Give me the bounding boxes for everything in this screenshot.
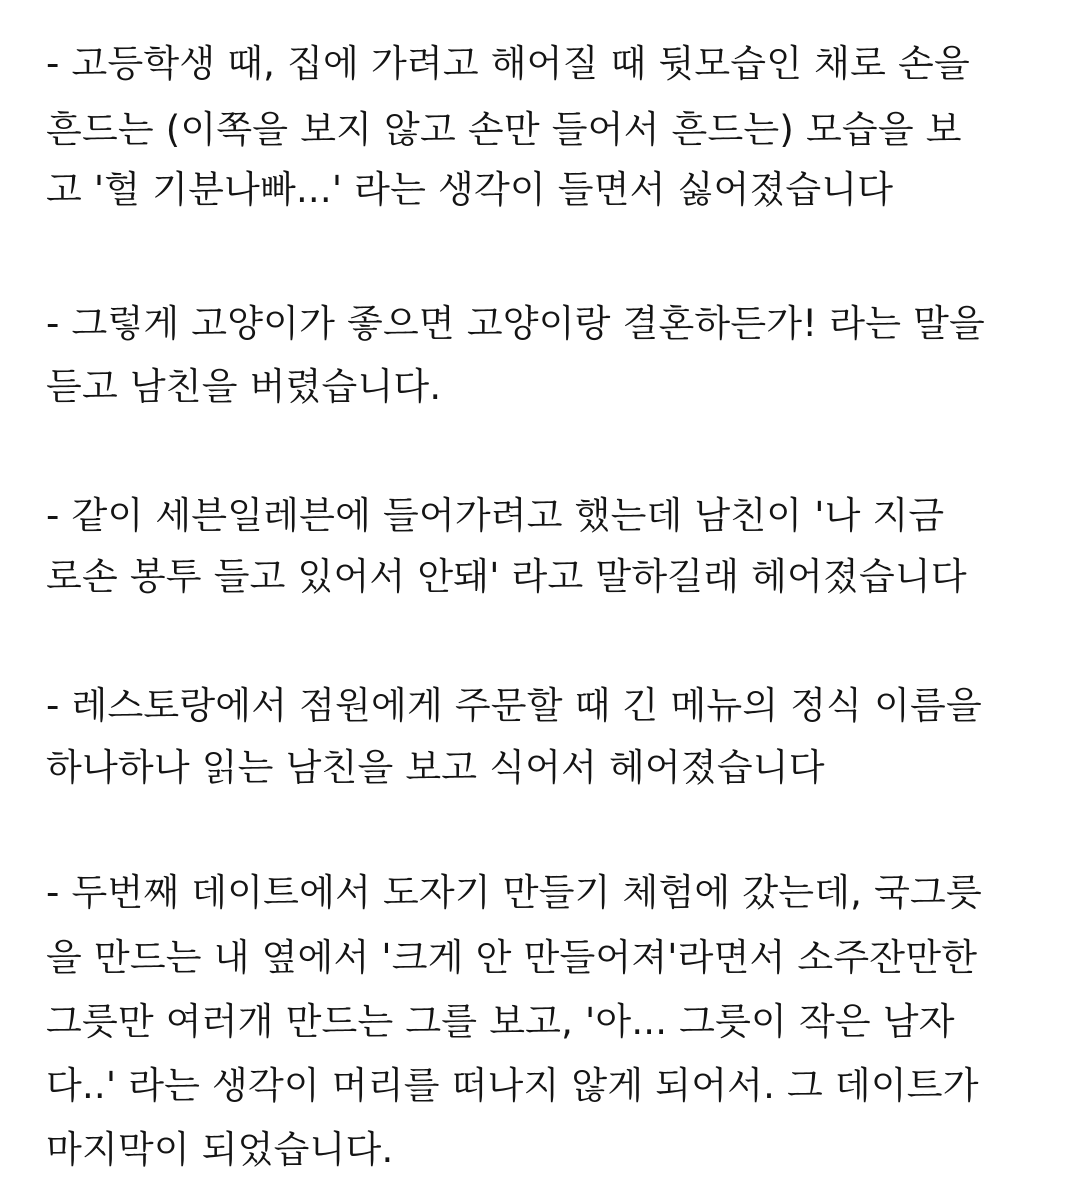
- paragraph-4-line-2: 하나하나 읽는 남친을 보고 식어서 헤어졌습니다: [46, 746, 825, 789]
- paragraph-5-line-1: - 두번째 데이트에서 도자기 만들기 체험에 갔는데, 국그릇: [46, 871, 982, 914]
- paragraph-2-line-2: 듣고 남친을 버렸습니다.: [46, 365, 442, 408]
- paragraph-1-line-3: 고 '헐 기분나빠...' 라는 생각이 들면서 싫어졌습니다: [46, 168, 894, 211]
- paragraph-1-line-2: 흔드는 (이쪽을 보지 않고 손만 들어서 흔드는) 모습을 보: [46, 108, 962, 151]
- paragraph-5-line-2: 을 만드는 내 옆에서 '크게 안 만들어져'라면서 소주잔만한: [46, 936, 978, 979]
- paragraph-3-line-2: 로손 봉투 들고 있어서 안돼' 라고 말하길래 헤어졌습니다: [46, 555, 967, 598]
- paragraph-5-line-3: 그릇만 여러개 만드는 그를 보고, '아... 그릇이 작은 남자: [46, 1000, 955, 1043]
- paragraph-2-line-1: - 그렇게 고양이가 좋으면 고양이랑 결혼하든가! 라는 말을: [46, 302, 985, 345]
- paragraph-1-line-1: - 고등학생 때, 집에 가려고 해어질 때 뒷모습인 채로 손을: [46, 42, 970, 85]
- paragraph-5-line-5: 마지막이 되었습니다.: [46, 1128, 394, 1171]
- paragraph-4-line-1: - 레스토랑에서 점원에게 주문할 때 긴 메뉴의 정식 이름을: [46, 684, 982, 727]
- paragraph-3-line-1: - 같이 세븐일레븐에 들어가려고 했는데 남친이 '나 지금: [46, 494, 945, 537]
- paragraph-5-line-4: 다..' 라는 생각이 머리를 떠나지 않게 되어서. 그 데이트가: [46, 1064, 979, 1107]
